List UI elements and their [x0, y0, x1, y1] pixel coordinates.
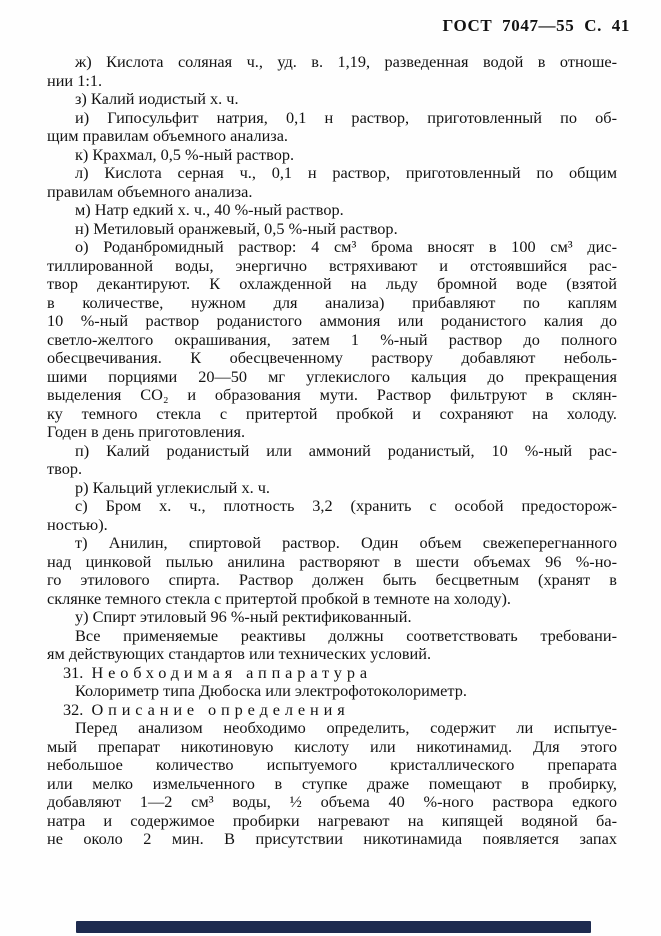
- paragraph: [47, 238, 617, 442]
- text-line: Все применяемые реактивы должны соответствовать требовани-: [75, 625, 617, 645]
- text-line: л) Кислота серная ч., 0,1 н раствор, приготовленный по общим: [75, 163, 617, 182]
- text-line: го этилового спирта. Раствор должен быть бесцветным (хранят в: [47, 570, 617, 589]
- text-line: склянке темного стекла с притертой пробкой в темноте на холоду).: [47, 588, 512, 608]
- paragraph: [47, 146, 617, 165]
- text-line: т) Анилин, спиртовой раствор. Один объем свежеперегнанного: [75, 533, 617, 552]
- paragraph: [47, 682, 617, 701]
- text-line: или мелко измельченного в ступке драже помещают в пробирку,: [47, 773, 617, 793]
- text-line: ж) Кислота соляная ч., уд. в. 1,19, разведенная водой в отноше-: [75, 52, 617, 71]
- section-title: Необходимая аппаратура: [91, 662, 372, 682]
- paragraph: [47, 109, 617, 146]
- text-line: ку темного стекла с притертой пробкой и сохраняют на холоду.: [47, 403, 617, 423]
- section-number: 31.: [63, 662, 84, 682]
- text-line: небольшое количество испытуемого кристаллического препарата: [47, 755, 617, 774]
- paragraph: [47, 627, 617, 664]
- text-line: 10 %-ный раствор роданистого аммония или роданистого калия до: [47, 311, 617, 330]
- text-line: добавляют 1—2 см³ воды, ½ объема 40 %-ного раствора едкого: [47, 792, 617, 811]
- paragraph: [47, 442, 617, 479]
- text-line: з) Калий иодистый х. ч.: [75, 89, 239, 108]
- paragraph: [47, 497, 617, 534]
- paragraph: [47, 719, 617, 849]
- paragraph: [47, 479, 617, 498]
- text-line: к) Крахмал, 0,5 %-ный раствор.: [75, 144, 295, 164]
- paragraph: [47, 164, 617, 201]
- paragraph: [47, 201, 617, 220]
- text-line: над цинковой пылью анилина растворяют в шести объемах 96 %-но-: [47, 551, 617, 571]
- text-line: ностью).: [47, 514, 108, 534]
- text-line: выделения CO₂ и образования мути. Раствор фильтруют в склян-: [47, 385, 617, 404]
- text-line: Перед анализом необходимо определить, содержит ли испытуе-: [75, 718, 617, 737]
- section-title: Описание определения: [91, 699, 350, 719]
- text-line: натра и содержимое пробирки нагревают на кипящей водяной ба-: [47, 810, 617, 830]
- paragraph: [47, 220, 617, 239]
- text-line: м) Натр едкий х. ч., 40 %-ный раствор.: [75, 200, 344, 219]
- section-number: 32.: [63, 699, 84, 719]
- text-line: р) Кальций углекислый х. ч.: [75, 477, 270, 497]
- text-line: мый препарат никотиновую кислоту или никотинамид. Для этого: [47, 736, 617, 756]
- document-body: [47, 53, 617, 849]
- text-line: п) Калий роданистый или аммоний роданистый, 10 %-ный рас-: [75, 440, 617, 460]
- paragraph: [47, 53, 617, 90]
- text-line: о) Роданбромидный раствор: 4 см³ брома вносят в 100 см³ дис-: [75, 237, 617, 256]
- text-line: с) Бром х. ч., плотность 3,2 (хранить с особой предосторож-: [75, 496, 617, 515]
- text-line: Годен в день приготовления.: [47, 422, 246, 441]
- text-line: н) Метиловый оранжевый, 0,5 %-ный раствор.: [75, 218, 398, 238]
- gost-header: ГОСТ 7047—55 С. 41: [442, 16, 630, 35]
- text-line: шими порциями 20—50 мг углекислого кальция до прекращения: [47, 366, 617, 386]
- text-line: светло-желтого окрашивания, затем 1 %-ный раствор до полного: [47, 329, 617, 349]
- paragraph: [47, 90, 617, 109]
- text-line: щим правилам объемного анализа.: [47, 126, 289, 145]
- text-line: и) Гипосульфит натрия, 0,1 н раствор, приготовленный по об-: [75, 107, 617, 127]
- text-line: в количестве, нужном для анализа) прибавляют по каплям: [47, 292, 617, 312]
- paragraph: [47, 608, 617, 627]
- text-line: нии 1:1.: [47, 70, 103, 90]
- text-line: ям действующих стандартов или технических условий.: [47, 644, 432, 663]
- text-line: твор.: [47, 459, 83, 478]
- text-line: правилам объемного анализа.: [47, 181, 253, 201]
- paragraph: [47, 534, 617, 608]
- section-heading: [47, 664, 617, 683]
- text-line: не около 2 мин. В присутствии никотинамида появляется запах: [47, 829, 617, 848]
- text-line: обесцвечивания. К обесцвеченному раствору добавляют неболь-: [47, 348, 617, 367]
- page-bottom-scan-bar: [76, 921, 591, 933]
- text-line: Колориметр типа Дюбоска или электрофотоколориметр.: [75, 681, 467, 700]
- text-line: твор декантируют. К охлажденной на льду бромной воде (взятой: [47, 274, 617, 293]
- text-line: тиллированной воды, энергично встряхивают и отстоявшийся рас-: [47, 255, 617, 275]
- section-heading: [47, 701, 617, 720]
- text-line: у) Спирт этиловый 96 %-ный ректификованный.: [75, 607, 412, 626]
